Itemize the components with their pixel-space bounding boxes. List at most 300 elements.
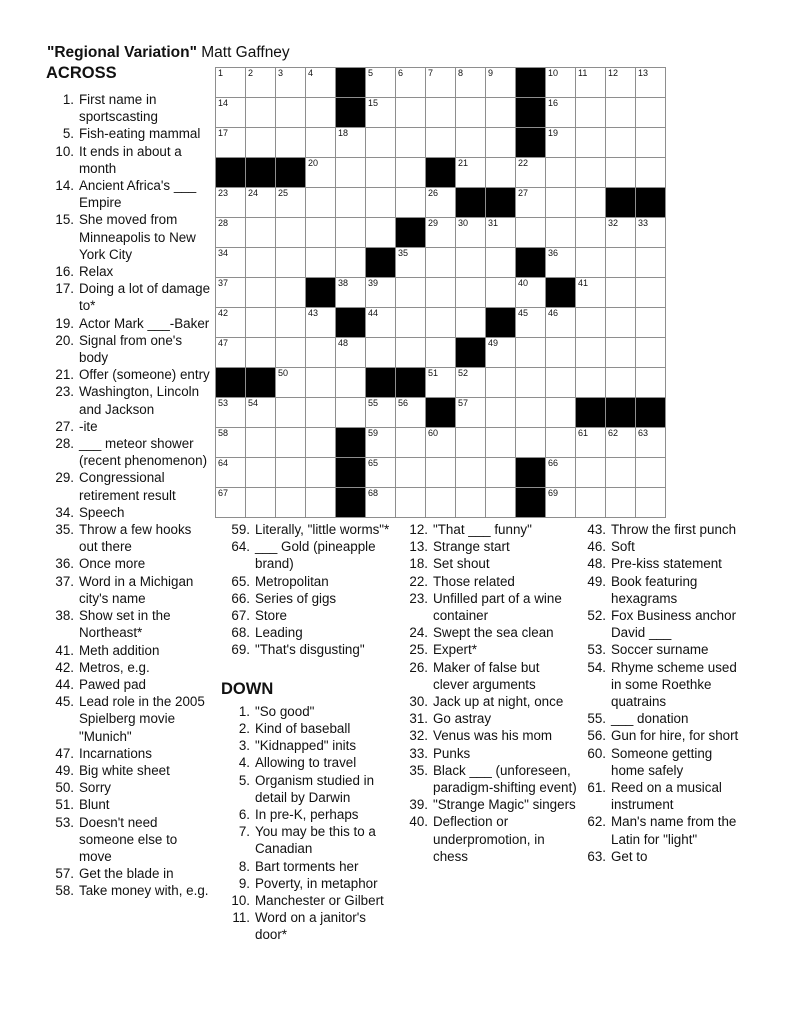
grid-cell-r12-c2[interactable] xyxy=(246,398,276,428)
grid-cell-r6-c15[interactable] xyxy=(636,218,666,248)
grid-cell-r1-c8[interactable] xyxy=(426,68,456,98)
grid-cell-r7-c15[interactable] xyxy=(636,248,666,278)
clue-number: 8. xyxy=(238,858,250,874)
grid-cell-r11-c9[interactable] xyxy=(456,368,486,398)
clue-down-46 xyxy=(577,538,749,555)
cell-number: 55 xyxy=(368,398,379,408)
cell-number: 44 xyxy=(368,308,379,318)
clue-across-69 xyxy=(221,641,394,658)
grid-cell-r14-c3[interactable] xyxy=(276,458,306,488)
clue-across-67 xyxy=(221,607,394,624)
grid-cell-r13-c7[interactable] xyxy=(396,428,426,458)
cell-number: 5 xyxy=(368,68,374,78)
grid-cell-r7-c10[interactable] xyxy=(486,248,516,278)
grid-cell-r3-c8[interactable] xyxy=(426,128,456,158)
grid-cell-r3-c15[interactable] xyxy=(636,128,666,158)
grid-cell-r6-c12[interactable] xyxy=(546,218,576,248)
grid-cell-r3-c5[interactable] xyxy=(336,128,366,158)
grid-cell-r4-c9[interactable] xyxy=(456,158,486,188)
clue-text: Maker of false but clever arguments xyxy=(433,659,540,692)
grid-cell-r4-c4[interactable] xyxy=(306,158,336,188)
clue-number: 57. xyxy=(55,866,74,882)
cell-number: 33 xyxy=(638,218,649,228)
grid-cell-r12-c12[interactable] xyxy=(546,398,576,428)
grid-cell-r5-c7[interactable] xyxy=(396,188,426,218)
grid-cell-r12-c7[interactable] xyxy=(396,398,426,428)
across-clue-list-continued xyxy=(221,521,394,659)
cell-number: 58 xyxy=(218,428,229,438)
clue-number: 36. xyxy=(55,556,74,572)
grid-cell-r8-c4 xyxy=(306,278,336,308)
grid-cell-r6-c10[interactable] xyxy=(486,218,516,248)
grid-cell-r1-c14[interactable] xyxy=(606,68,636,98)
grid-cell-r8-c2[interactable] xyxy=(246,278,276,308)
grid-cell-r5-c11[interactable] xyxy=(516,188,546,218)
grid-cell-r5-c5[interactable] xyxy=(336,188,366,218)
grid-cell-r5-c10 xyxy=(486,188,516,218)
grid-cell-r8-c1[interactable] xyxy=(216,278,246,308)
grid-cell-r12-c4[interactable] xyxy=(306,398,336,428)
clue-down-53 xyxy=(577,641,749,658)
clue-number: 4. xyxy=(238,755,250,771)
grid-cell-r14-c1[interactable] xyxy=(216,458,246,488)
grid-cell-r4-c7[interactable] xyxy=(396,158,426,188)
clue-down-5 xyxy=(221,772,394,806)
clue-number: 22. xyxy=(409,573,428,589)
clue-down-23 xyxy=(399,590,578,624)
grid-cell-r11-c14[interactable] xyxy=(606,368,636,398)
clue-down-61 xyxy=(577,779,749,813)
grid-cell-r7-c9[interactable] xyxy=(456,248,486,278)
clue-number: 1. xyxy=(238,703,250,719)
cell-number: 7 xyxy=(428,68,434,78)
grid-cell-r1-c15[interactable] xyxy=(636,68,666,98)
grid-cell-r5-c4[interactable] xyxy=(306,188,336,218)
clue-down-49 xyxy=(577,573,749,607)
grid-cell-r13-c3[interactable] xyxy=(276,428,306,458)
clue-number: 34. xyxy=(55,504,74,520)
grid-cell-r12-c5[interactable] xyxy=(336,398,366,428)
clue-number: 24. xyxy=(409,625,428,641)
grid-cell-r14-c14[interactable] xyxy=(606,458,636,488)
puzzle-author: Matt Gaffney xyxy=(196,44,290,61)
clue-text: Black ___ (unforeseen, paradigm-shifting event) xyxy=(433,762,577,796)
grid-cell-r9-c13[interactable] xyxy=(576,308,606,338)
grid-cell-r6-c1[interactable] xyxy=(216,218,246,248)
grid-cell-r1-c4[interactable] xyxy=(306,68,336,98)
grid-cell-r2-c8[interactable] xyxy=(426,98,456,128)
clue-text: "Kidnapped" inits xyxy=(255,738,357,754)
grid-cell-r13-c1[interactable] xyxy=(216,428,246,458)
cell-number: 56 xyxy=(398,398,409,408)
grid-cell-r9-c4[interactable] xyxy=(306,308,336,338)
grid-cell-r9-c8[interactable] xyxy=(426,308,456,338)
grid-cell-r9-c12[interactable] xyxy=(546,308,576,338)
grid-cell-r6-c2[interactable] xyxy=(246,218,276,248)
grid-cell-r3-c4[interactable] xyxy=(306,128,336,158)
clue-across-20 xyxy=(45,332,212,366)
grid-cell-r10-c15[interactable] xyxy=(636,338,666,368)
grid-cell-r4-c14[interactable] xyxy=(606,158,636,188)
grid-cell-r3-c13[interactable] xyxy=(576,128,606,158)
grid-cell-r1-c10[interactable] xyxy=(486,68,516,98)
across-clue-list xyxy=(45,91,212,900)
clue-text: Gun for hire, for short xyxy=(611,728,739,744)
grid-cell-r4-c11[interactable] xyxy=(516,158,546,188)
grid-cell-r2-c3[interactable] xyxy=(276,98,306,128)
grid-cell-r7-c2[interactable] xyxy=(246,248,276,278)
grid-cell-r10-c13[interactable] xyxy=(576,338,606,368)
grid-cell-r2-c4[interactable] xyxy=(306,98,336,128)
grid-cell-r14-c6[interactable] xyxy=(366,458,396,488)
grid-cell-r14-c2[interactable] xyxy=(246,458,276,488)
grid-cell-r5-c6[interactable] xyxy=(366,188,396,218)
grid-cell-r4-c10[interactable] xyxy=(486,158,516,188)
grid-cell-r15-c1[interactable] xyxy=(216,488,246,518)
clue-across-41 xyxy=(45,642,212,659)
grid-cell-r7-c5[interactable] xyxy=(336,248,366,278)
grid-cell-r10-c7[interactable] xyxy=(396,338,426,368)
grid-cell-r11-c1 xyxy=(216,368,246,398)
clue-text: "That ___ funny" xyxy=(433,522,532,537)
grid-cell-r12-c9[interactable] xyxy=(456,398,486,428)
clue-across-57 xyxy=(45,865,212,882)
grid-cell-r1-c13[interactable] xyxy=(576,68,606,98)
clue-down-62 xyxy=(577,813,749,847)
clue-text: Fish-eating mammal xyxy=(79,126,201,142)
grid-cell-r9-c7[interactable] xyxy=(396,308,426,338)
grid-cell-r15-c3[interactable] xyxy=(276,488,306,518)
grid-cell-r9-c2[interactable] xyxy=(246,308,276,338)
grid-cell-r15-c9[interactable] xyxy=(456,488,486,518)
grid-cell-r15-c8[interactable] xyxy=(426,488,456,518)
grid-cell-r4-c13[interactable] xyxy=(576,158,606,188)
grid-cell-r10-c10[interactable] xyxy=(486,338,516,368)
cell-number: 46 xyxy=(548,308,559,318)
grid-cell-r3-c2[interactable] xyxy=(246,128,276,158)
clue-across-29 xyxy=(45,469,212,503)
clue-text: Ancient Africa's ___ Empire xyxy=(79,178,197,211)
clue-text: ___ meteor shower (recent phenomenon) xyxy=(79,436,208,469)
clue-down-4 xyxy=(221,754,394,771)
grid-cell-r5-c12[interactable] xyxy=(546,188,576,218)
clue-text: Swept the sea clean xyxy=(433,625,554,641)
clue-number: 44. xyxy=(55,676,74,692)
grid-cell-r13-c4[interactable] xyxy=(306,428,336,458)
grid-cell-r3-c7[interactable] xyxy=(396,128,426,158)
clue-number: 62. xyxy=(587,814,606,830)
grid-cell-r15-c6[interactable] xyxy=(366,488,396,518)
grid-cell-r6-c13[interactable] xyxy=(576,218,606,248)
clue-across-53 xyxy=(45,814,212,866)
grid-cell-r7-c7[interactable] xyxy=(396,248,426,278)
grid-cell-r7-c13[interactable] xyxy=(576,248,606,278)
clue-text: Get to xyxy=(611,848,648,864)
grid-cell-r10-c12[interactable] xyxy=(546,338,576,368)
grid-cell-r7-c8[interactable] xyxy=(426,248,456,278)
grid-cell-r8-c8[interactable] xyxy=(426,278,456,308)
grid-cell-r1-c9[interactable] xyxy=(456,68,486,98)
clue-number: 29. xyxy=(55,470,74,486)
grid-cell-r8-c14[interactable] xyxy=(606,278,636,308)
grid-cell-r15-c7[interactable] xyxy=(396,488,426,518)
grid-cell-r7-c11 xyxy=(516,248,546,278)
grid-cell-r7-c3[interactable] xyxy=(276,248,306,278)
grid-cell-r7-c1[interactable] xyxy=(216,248,246,278)
clue-text: Pre-kiss statement xyxy=(611,556,722,572)
clue-down-52 xyxy=(577,607,749,641)
grid-cell-r10-c11[interactable] xyxy=(516,338,546,368)
grid-cell-r11-c7 xyxy=(396,368,426,398)
grid-cell-r7-c14[interactable] xyxy=(606,248,636,278)
grid-cell-r15-c13[interactable] xyxy=(576,488,606,518)
clue-number: 1. xyxy=(62,92,74,107)
grid-cell-r2-c13[interactable] xyxy=(576,98,606,128)
cell-number: 18 xyxy=(338,128,349,138)
clue-down-3 xyxy=(221,737,394,754)
grid-cell-r12-c6[interactable] xyxy=(366,398,396,428)
grid-cell-r12-c11[interactable] xyxy=(516,398,546,428)
clue-number: 61. xyxy=(587,780,606,796)
grid-cell-r6-c9[interactable] xyxy=(456,218,486,248)
grid-cell-r11-c10[interactable] xyxy=(486,368,516,398)
grid-cell-r14-c10[interactable] xyxy=(486,458,516,488)
cell-number: 4 xyxy=(308,68,314,78)
clue-text: Lead role in the 2005 Spielberg movie "Munich" xyxy=(79,694,205,744)
grid-cell-r6-c14[interactable] xyxy=(606,218,636,248)
grid-cell-r12-c1[interactable] xyxy=(216,398,246,428)
grid-cell-r15-c2[interactable] xyxy=(246,488,276,518)
grid-cell-r8-c9[interactable] xyxy=(456,278,486,308)
grid-cell-r11-c13[interactable] xyxy=(576,368,606,398)
grid-cell-r4-c5[interactable] xyxy=(336,158,366,188)
grid-cell-r4-c15[interactable] xyxy=(636,158,666,188)
grid-cell-r8-c6[interactable] xyxy=(366,278,396,308)
clue-down-11 xyxy=(221,909,394,943)
clue-number: 42. xyxy=(55,659,74,675)
grid-cell-r8-c7[interactable] xyxy=(396,278,426,308)
grid-cell-r5-c8[interactable] xyxy=(426,188,456,218)
grid-cell-r6-c4[interactable] xyxy=(306,218,336,248)
grid-cell-r13-c11[interactable] xyxy=(516,428,546,458)
grid-cell-r11-c5[interactable] xyxy=(336,368,366,398)
grid-cell-r10-c4[interactable] xyxy=(306,338,336,368)
cell-number: 10 xyxy=(548,68,559,78)
grid-cell-r3-c12[interactable] xyxy=(546,128,576,158)
clue-across-51 xyxy=(45,796,212,813)
clue-across-15 xyxy=(45,211,212,263)
grid-cell-r3-c14[interactable] xyxy=(606,128,636,158)
clue-number: 10. xyxy=(55,143,74,159)
grid-cell-r1-c7[interactable] xyxy=(396,68,426,98)
grid-cell-r2-c2[interactable] xyxy=(246,98,276,128)
clue-number: 55. xyxy=(587,711,606,727)
grid-cell-r5-c3[interactable] xyxy=(276,188,306,218)
grid-cell-r13-c12[interactable] xyxy=(546,428,576,458)
clue-number: 59. xyxy=(231,522,250,537)
grid-cell-r2-c15[interactable] xyxy=(636,98,666,128)
grid-row xyxy=(216,338,666,368)
grid-cell-r1-c6[interactable] xyxy=(366,68,396,98)
clue-text: First name in sportscasting xyxy=(79,92,158,125)
cell-number: 11 xyxy=(578,68,588,78)
grid-cell-r10-c1[interactable] xyxy=(216,338,246,368)
grid-cell-r4-c12[interactable] xyxy=(546,158,576,188)
grid-cell-r10-c3[interactable] xyxy=(276,338,306,368)
grid-cell-r8-c11[interactable] xyxy=(516,278,546,308)
grid-cell-r15-c4[interactable] xyxy=(306,488,336,518)
clue-number: 11. xyxy=(232,910,250,926)
grid-cell-r9-c1[interactable] xyxy=(216,308,246,338)
grid-cell-r1-c12[interactable] xyxy=(546,68,576,98)
grid-cell-r15-c15[interactable] xyxy=(636,488,666,518)
grid-cell-r9-c9[interactable] xyxy=(456,308,486,338)
grid-cell-r3-c10[interactable] xyxy=(486,128,516,158)
grid-cell-r12-c13 xyxy=(576,398,606,428)
grid-cell-r14-c9[interactable] xyxy=(456,458,486,488)
grid-cell-r2-c1[interactable] xyxy=(216,98,246,128)
clue-text: It ends in about a month xyxy=(79,143,182,176)
grid-cell-r11-c3[interactable] xyxy=(276,368,306,398)
clue-across-16 xyxy=(45,263,212,280)
cell-number: 42 xyxy=(218,308,229,318)
grid-cell-r8-c13[interactable] xyxy=(576,278,606,308)
grid-cell-r2-c14[interactable] xyxy=(606,98,636,128)
grid-cell-r14-c8[interactable] xyxy=(426,458,456,488)
grid-cell-r13-c10[interactable] xyxy=(486,428,516,458)
grid-cell-r9-c6[interactable] xyxy=(366,308,396,338)
grid-cell-r1-c1[interactable] xyxy=(216,68,246,98)
grid-cell-r6-c3[interactable] xyxy=(276,218,306,248)
grid-cell-r3-c3[interactable] xyxy=(276,128,306,158)
grid-cell-r6-c8[interactable] xyxy=(426,218,456,248)
cell-number: 64 xyxy=(218,458,229,468)
grid-cell-r15-c14[interactable] xyxy=(606,488,636,518)
grid-cell-r13-c14[interactable] xyxy=(606,428,636,458)
grid-cell-r13-c2[interactable] xyxy=(246,428,276,458)
grid-cell-r7-c12[interactable] xyxy=(546,248,576,278)
grid-cell-r15-c11 xyxy=(516,488,546,518)
clue-down-40 xyxy=(399,813,578,865)
grid-cell-r7-c4[interactable] xyxy=(306,248,336,278)
clue-number: 13. xyxy=(409,539,428,555)
grid-cell-r1-c3[interactable] xyxy=(276,68,306,98)
clue-text: Word on a janitor's door* xyxy=(255,910,366,943)
grid-cell-r13-c6[interactable] xyxy=(366,428,396,458)
clue-number: 40. xyxy=(409,814,428,830)
grid-cell-r15-c12[interactable] xyxy=(546,488,576,518)
grid-cell-r4-c6[interactable] xyxy=(366,158,396,188)
grid-cell-r10-c14[interactable] xyxy=(606,338,636,368)
grid-cell-r9-c11[interactable] xyxy=(516,308,546,338)
grid-cell-r11-c12[interactable] xyxy=(546,368,576,398)
clue-number: 15. xyxy=(55,212,74,228)
grid-cell-r2-c9[interactable] xyxy=(456,98,486,128)
clue-text: Organism studied in detail by Darwin xyxy=(255,772,375,805)
clue-across-21 xyxy=(45,366,212,383)
grid-cell-r14-c12[interactable] xyxy=(546,458,576,488)
cell-number: 53 xyxy=(218,398,229,408)
grid-cell-r1-c2[interactable] xyxy=(246,68,276,98)
grid-cell-r5-c1[interactable] xyxy=(216,188,246,218)
grid-cell-r15-c10[interactable] xyxy=(486,488,516,518)
grid-cell-r14-c13[interactable] xyxy=(576,458,606,488)
clue-number: 21. xyxy=(55,367,74,383)
grid-cell-r13-c8[interactable] xyxy=(426,428,456,458)
clue-down-22 xyxy=(399,573,578,590)
grid-cell-r13-c15[interactable] xyxy=(636,428,666,458)
cell-number: 22 xyxy=(518,158,529,168)
grid-cell-r9-c14[interactable] xyxy=(606,308,636,338)
grid-cell-r8-c3[interactable] xyxy=(276,278,306,308)
grid-cell-r10-c6[interactable] xyxy=(366,338,396,368)
grid-cell-r11-c15[interactable] xyxy=(636,368,666,398)
clue-text: Actor Mark ___-Baker xyxy=(79,315,210,331)
grid-cell-r2-c7[interactable] xyxy=(396,98,426,128)
grid-cell-r5-c2[interactable] xyxy=(246,188,276,218)
grid-cell-r12-c3[interactable] xyxy=(276,398,306,428)
grid-cell-r6-c6[interactable] xyxy=(366,218,396,248)
grid-row xyxy=(216,128,666,158)
grid-cell-r14-c7[interactable] xyxy=(396,458,426,488)
grid-cell-r13-c13[interactable] xyxy=(576,428,606,458)
clue-text: ___ Gold (pineapple brand) xyxy=(255,539,376,572)
clue-down-10 xyxy=(221,892,394,909)
grid-cell-r6-c5[interactable] xyxy=(336,218,366,248)
grid-cell-r10-c8[interactable] xyxy=(426,338,456,368)
grid-cell-r8-c15[interactable] xyxy=(636,278,666,308)
grid-cell-r3-c1[interactable] xyxy=(216,128,246,158)
clue-number: 33. xyxy=(409,745,428,761)
grid-cell-r2-c10[interactable] xyxy=(486,98,516,128)
clue-text: Word in a Michigan city's name xyxy=(79,573,194,606)
grid-cell-r5-c13[interactable] xyxy=(576,188,606,218)
clue-number: 50. xyxy=(55,780,74,796)
clue-text: Fox Business anchor David ___ xyxy=(611,608,737,641)
grid-cell-r11-c4[interactable] xyxy=(306,368,336,398)
clue-down-35 xyxy=(399,762,578,796)
grid-cell-r8-c10[interactable] xyxy=(486,278,516,308)
grid-cell-r11-c8[interactable] xyxy=(426,368,456,398)
grid-cell-r13-c9[interactable] xyxy=(456,428,486,458)
cell-number: 37 xyxy=(218,278,229,288)
grid-cell-r2-c5 xyxy=(336,98,366,128)
clue-across-59 xyxy=(221,521,394,538)
grid-cell-r14-c4[interactable] xyxy=(306,458,336,488)
grid-cell-r11-c11[interactable] xyxy=(516,368,546,398)
grid-cell-r6-c11[interactable] xyxy=(516,218,546,248)
grid-cell-r3-c9[interactable] xyxy=(456,128,486,158)
grid-cell-r2-c12[interactable] xyxy=(546,98,576,128)
grid-cell-r9-c3[interactable] xyxy=(276,308,306,338)
clue-number: 54. xyxy=(587,659,606,675)
clue-number: 23. xyxy=(409,590,428,606)
cell-number: 19 xyxy=(548,128,559,138)
clue-down-8 xyxy=(221,858,394,875)
grid-cell-r8-c5[interactable] xyxy=(336,278,366,308)
clue-text: Doing a lot of damage to* xyxy=(79,281,211,314)
grid-cell-r3-c6[interactable] xyxy=(366,128,396,158)
grid-cell-r10-c2[interactable] xyxy=(246,338,276,368)
grid-cell-r2-c6[interactable] xyxy=(366,98,396,128)
grid-cell-r14-c15[interactable] xyxy=(636,458,666,488)
cell-number: 52 xyxy=(458,368,469,378)
grid-cell-r4-c3 xyxy=(276,158,306,188)
grid-cell-r12-c10[interactable] xyxy=(486,398,516,428)
cell-number: 41 xyxy=(578,278,589,288)
grid-cell-r10-c5[interactable] xyxy=(336,338,366,368)
grid-cell-r9-c15[interactable] xyxy=(636,308,666,338)
